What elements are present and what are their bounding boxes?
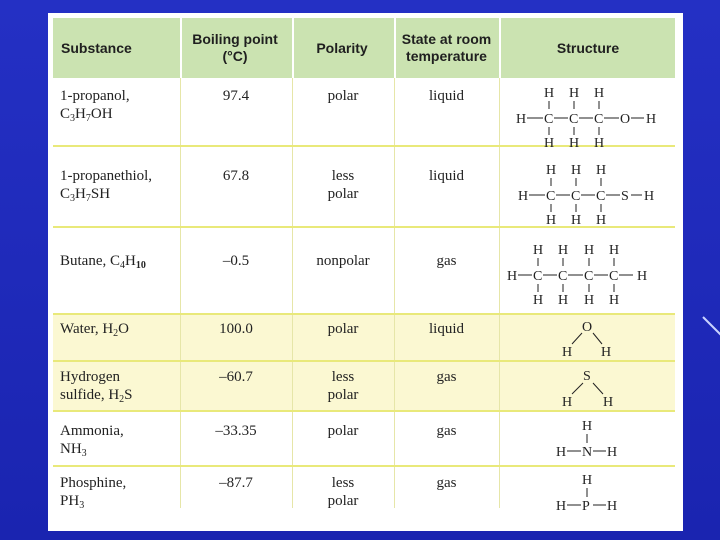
atom-c: C	[546, 189, 556, 204]
polarity-value: less polar	[327, 369, 359, 403]
substance-name: Water, $H_2O$	[60, 321, 130, 339]
structure-hydrogen-sulfide	[548, 365, 628, 409]
atom-h: H	[569, 86, 580, 101]
atom-h: H	[518, 189, 529, 204]
atom-h: H	[569, 136, 580, 148]
polarity-value: nonpolar	[316, 253, 370, 269]
atom-h: H	[544, 86, 555, 101]
table-row	[53, 467, 675, 525]
atom-p: P	[582, 499, 590, 514]
atom-h: H	[558, 243, 569, 258]
boiling-point-value: –60.7	[219, 369, 253, 385]
boiling-point-value: –0.5	[222, 253, 250, 269]
table-row	[53, 362, 675, 410]
atom-h: H	[603, 395, 614, 409]
atom-c: C	[571, 189, 581, 204]
atom-h: H	[601, 345, 612, 360]
atom-c: C	[569, 112, 579, 127]
atom-o: O	[582, 320, 593, 335]
atom-h: H	[516, 112, 527, 127]
atom-h: H	[533, 293, 544, 308]
atom-h: H	[646, 112, 657, 127]
atom-h: H	[584, 293, 595, 308]
atom-o: O	[620, 112, 631, 127]
atom-h: H	[594, 86, 605, 101]
atom-h: H	[558, 293, 569, 308]
structure-1-propanethiol	[508, 155, 668, 227]
state-value: liquid	[428, 88, 464, 104]
atom-h: H	[544, 136, 555, 148]
state-value: liquid	[428, 321, 464, 337]
atom-h: H	[582, 419, 593, 434]
atom-h: H	[582, 473, 593, 488]
structure-phosphine	[548, 469, 628, 521]
atom-h: H	[596, 163, 607, 178]
header-divider	[394, 18, 396, 78]
table-row	[53, 315, 675, 360]
polarity-value: polar	[327, 423, 359, 439]
boiling-point-value: 100.0	[219, 321, 253, 337]
atom-c: C	[558, 269, 568, 284]
atom-c: C	[594, 112, 604, 127]
state-value: gas	[436, 423, 457, 439]
table-row	[53, 147, 675, 226]
polarity-value: polar	[327, 88, 359, 104]
state-value: gas	[436, 253, 457, 269]
polarity-value: polar	[327, 321, 359, 337]
structure-ammonia	[548, 415, 628, 463]
atom-h: H	[562, 395, 573, 409]
atom-c: C	[584, 269, 594, 284]
header-boiling-point: Boiling point (°C)	[192, 31, 278, 64]
atom-s: S	[583, 369, 591, 384]
polarity-value: less polar	[327, 475, 359, 509]
atom-h: H	[556, 445, 567, 460]
header-divider	[292, 18, 294, 78]
state-value: gas	[436, 369, 457, 385]
atom-c: C	[596, 189, 606, 204]
state-value: gas	[436, 475, 457, 491]
substance-name: 1-propanol, $C_3H_7OH$	[60, 88, 130, 124]
substance-name: Phosphine, $PH_3$	[60, 475, 127, 511]
state-value: liquid	[428, 168, 464, 184]
atom-h: H	[609, 293, 620, 308]
header-divider	[180, 18, 182, 78]
atom-h: H	[607, 499, 618, 514]
header-structure: Structure	[556, 39, 620, 56]
table-panel	[48, 13, 683, 531]
atom-h: H	[507, 269, 518, 284]
atom-h: H	[609, 243, 620, 258]
atom-h: H	[584, 243, 595, 258]
atom-h: H	[607, 445, 618, 460]
atom-h: H	[556, 499, 567, 514]
header-polarity: Polarity	[316, 39, 368, 56]
atom-c: C	[609, 269, 619, 284]
atom-c: C	[544, 112, 554, 127]
atom-h: H	[594, 136, 605, 148]
atom-s: S	[621, 189, 629, 204]
boiling-point-value: –33.35	[215, 423, 257, 439]
header-substance: Substance	[61, 39, 132, 56]
atom-h: H	[546, 213, 557, 227]
table-row	[53, 228, 675, 313]
substance-name: Butane, $C_4H_{10}$	[60, 253, 146, 271]
header-state: State at room temperature	[401, 31, 492, 64]
structure-butane	[503, 235, 678, 315]
atom-c: C	[533, 269, 543, 284]
atom-h: H	[644, 189, 655, 204]
structure-1-propanol	[508, 78, 668, 148]
table-header	[53, 18, 675, 78]
atom-h: H	[571, 163, 582, 178]
atom-h: H	[637, 269, 648, 284]
structure-water	[548, 316, 628, 360]
atom-h: H	[571, 213, 582, 227]
boiling-point-value: –87.7	[219, 475, 253, 491]
atom-n: N	[582, 445, 593, 460]
boiling-point-value: 97.4	[222, 88, 250, 104]
substance-name: 1-propanethiol, $C_3H_7SH$	[60, 168, 153, 204]
substance-name: Ammonia, $NH_3$	[60, 423, 124, 459]
table-row	[53, 412, 675, 465]
polarity-value: less polar	[327, 168, 359, 202]
table-row	[53, 75, 675, 148]
atom-h: H	[562, 345, 573, 360]
atom-h: H	[546, 163, 557, 178]
decorative-line	[702, 316, 720, 336]
header-divider	[499, 18, 501, 78]
boiling-point-value: 67.8	[222, 168, 250, 184]
atom-h: H	[596, 213, 607, 227]
atom-h: H	[533, 243, 544, 258]
substance-name: Hydrogen sulfide, $H_2S$	[60, 369, 133, 405]
